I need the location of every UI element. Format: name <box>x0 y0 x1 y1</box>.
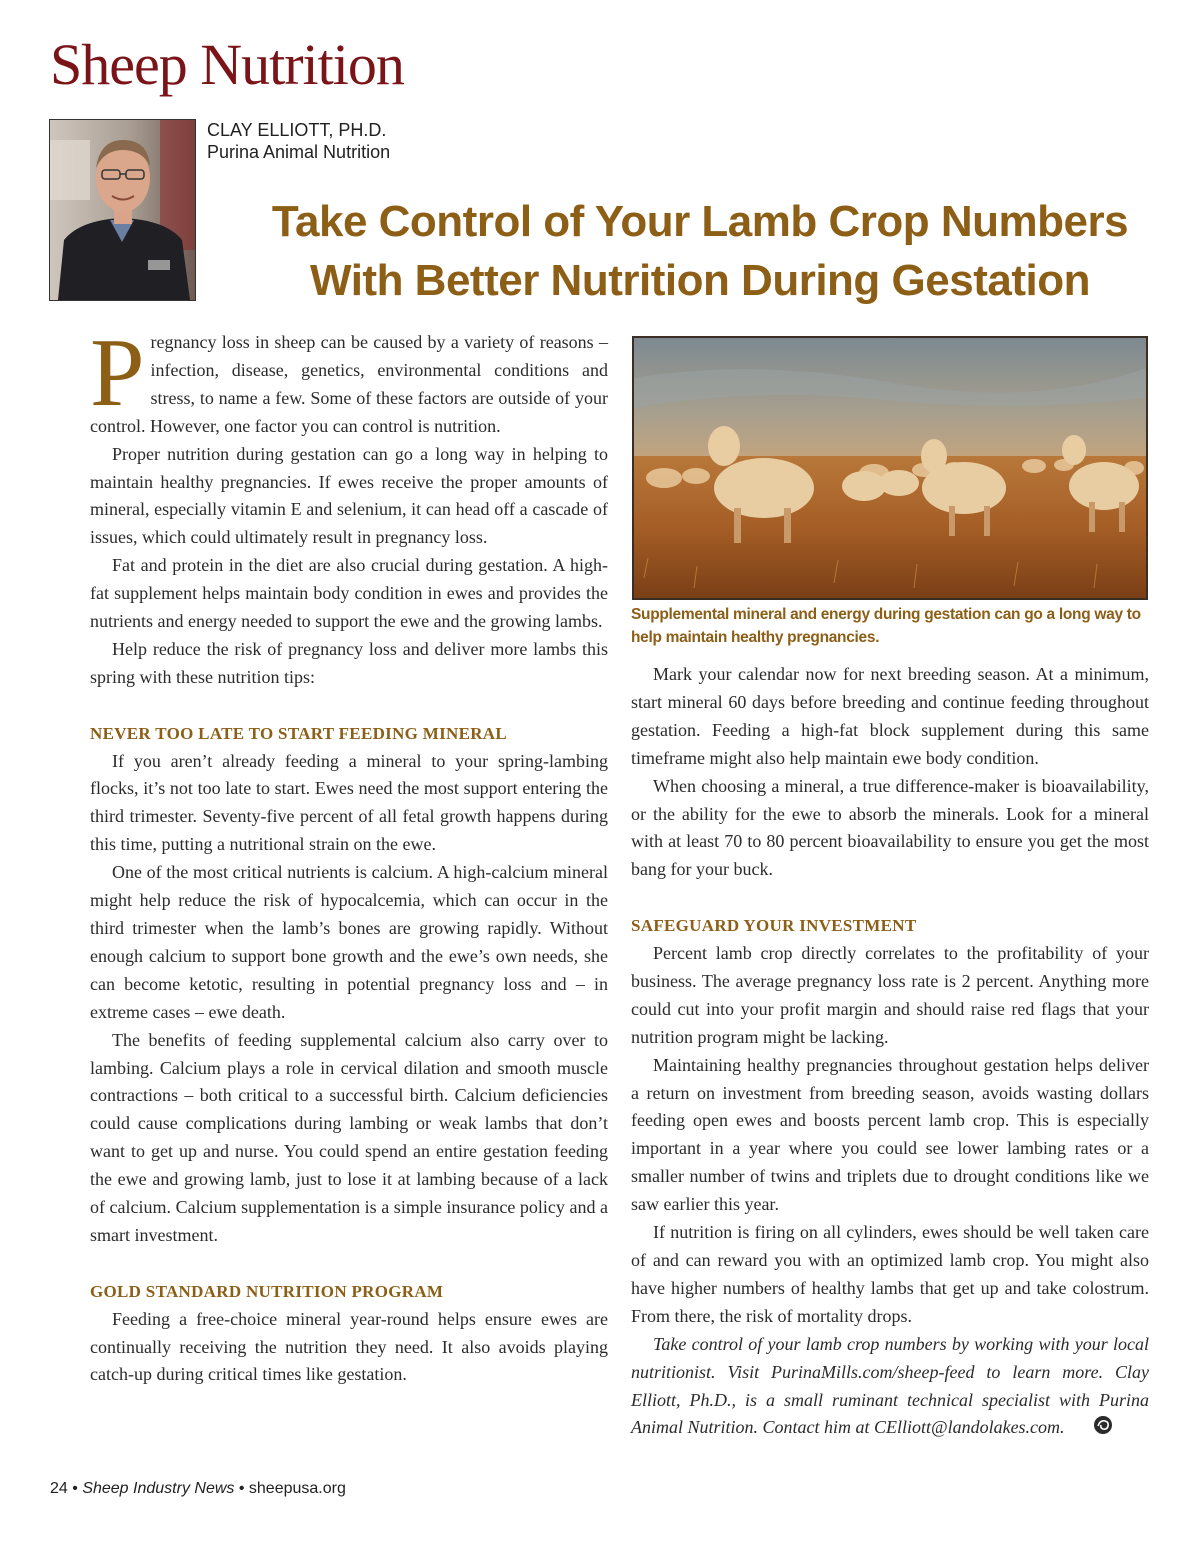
safeguard-paragraph-2: Maintaining healthy pregnancies throughout gestation helps deliver a return on investment from breeding season, avoids wasting dollars feeding open ewes and boosts percent lamb crop. This is especially important in a year where you could see lower lambing rates or a smaller number of twins and triplets due to drought conditions like we saw earlier this year. <box>631 1054 1149 1215</box>
page-number: 24 <box>50 1480 68 1497</box>
left-column <box>90 319 608 1389</box>
author-name: CLAY ELLIOTT, PH.D. <box>207 120 387 140</box>
closing-text: Take control of your lamb crop numbers by working with your local nutritionist. Visit PurinaMills.com/sheep-feed to learn more. Clay Elliott, Ph.D., is a small ruminant technical specialist with Purina Animal Nutrition. Contact him at CElliott@landolakes.com. <box>631 1333 1149 1438</box>
author-photo <box>49 119 196 301</box>
page-footer <box>50 1480 346 1498</box>
article-headline <box>200 192 1200 310</box>
mineral-paragraph-3: The benefits of feeding supplemental calcium also carry over to lambing. Calcium plays a role in cervical dilation and smooth muscle contractions – both critical to a successful birth. Calcium deficiencies could cause complications during lambing or weak lambs that don’t want to get up and nurse. You could spend an entire gestation feeding the ewe and growing lamb, just to lose it at lambing because of a lack of calcium. Calcium supplementation is a simple insurance policy and a smart investment. <box>90 1029 608 1245</box>
mineral-paragraph-2: One of the most critical nutrients is calcium. A high-calcium mineral might help reduce the risk of hypocalcemia, which can occur in the third trimester when the lamb’s bones are growing rapidly. Without enough calcium to support bone growth and the ewe’s own needs, she can become ketotic, resulting in potential pregnancy loss and – in extreme cases – ewe death. <box>90 862 608 1022</box>
intro-paragraph-3: Fat and protein in the diet are also crucial during gestation. A high-fat supplement helps maintain body condition in ewes and provides the nutrients and energy needed to support the ewe and the growing lambs. <box>90 555 608 632</box>
intro-paragraph-2: Proper nutrition during gestation can go a long way in helping to maintain healthy pregnancies. If ewes receive the proper amounts of mineral, especially vitamin E and selenium, it can head off a cascade of issues, which could ultimately result in pregnancy loss. <box>90 443 608 548</box>
section-heading-mineral: NEVER TOO LATE TO START FEEDING MINERAL <box>90 723 508 743</box>
headline-line-1: Take Control of Your Lamb Crop Numbers <box>271 197 1129 246</box>
gold-standard-paragraph-1: Feeding a free-choice mineral year-round helps ensure ewes are continually receiving the nutrition they need. It also avoids playing catch-up during critical times like gestation. <box>90 1308 608 1385</box>
closing-paragraph <box>631 1331 1149 1445</box>
drop-cap: P <box>90 319 145 427</box>
publication-name: Sheep Industry News <box>82 1480 235 1497</box>
gold-standard-paragraph-2: Mark your calendar now for next breeding season. At a minimum, start mineral 60 days before breeding and continue feeding throughout gestation. Feeding a high-fat block supplement during this same timeframe might also help maintain ewe body condition. <box>631 664 1149 768</box>
website: sheepusa.org <box>248 1480 346 1497</box>
footer-separator: • <box>238 1480 245 1497</box>
headline-line-2: With Better Nutrition During Gestation <box>310 256 1090 305</box>
sheep-logo-icon <box>1071 1415 1113 1444</box>
intro-paragraph-1-text: regnancy loss in sheep can be caused by a variety of reasons – infection, disease, genetics, environmental conditions and stress, to name a few. Some of these factors are outside of your control. However, one factor you can control is nutrition. <box>90 332 608 436</box>
sheep-pasture-photo <box>632 336 1148 600</box>
intro-paragraph-1 <box>90 319 608 441</box>
photo-caption: Supplemental mineral and energy during gestation can go a long way to help maintain healthy pregnancies. <box>631 606 1141 646</box>
safeguard-paragraph-1: Percent lamb crop directly correlates to the profitability of your business. The average pregnancy loss rate is 2 percent. Anything more could cut into your profit margin and should raise red flags that your nutrition program might be lacking. <box>631 943 1149 1047</box>
author-org: Purina Animal Nutrition <box>207 142 391 162</box>
intro-paragraph-4: Help reduce the risk of pregnancy loss and deliver more lambs this spring with these nutrition tips: <box>90 638 608 687</box>
right-column <box>631 661 1149 1444</box>
footer-separator: • <box>72 1480 78 1497</box>
mineral-paragraph-1: If you aren’t already feeding a mineral to your spring-lambing flocks, it’s not too late to start. Ewes need the most support entering the third trimester. Seventy-five percent of all fetal growth happens during this time, putting a nutritional strain on the ewe. <box>90 750 608 855</box>
section-heading-gold-standard: GOLD STANDARD NUTRITION PROGRAM <box>90 1281 444 1301</box>
section-title: Sheep Nutrition <box>50 32 404 97</box>
gold-standard-paragraph-3: When choosing a mineral, a true difference-maker is bioavailability, or the ability for the ewe to absorb the minerals. Look for a mineral with at least 70 to 80 percent bioavailability to ensure you get the most bang for your buck. <box>631 775 1149 880</box>
safeguard-paragraph-3: If nutrition is firing on all cylinders, ewes should be well taken care of and can reward you with an optimized lamb crop. You might also have higher numbers of healthy lambs that get up and take colostrum. From there, the risk of mortality drops. <box>631 1222 1149 1326</box>
section-heading-safeguard: SAFEGUARD YOUR INVESTMENT <box>631 916 917 936</box>
